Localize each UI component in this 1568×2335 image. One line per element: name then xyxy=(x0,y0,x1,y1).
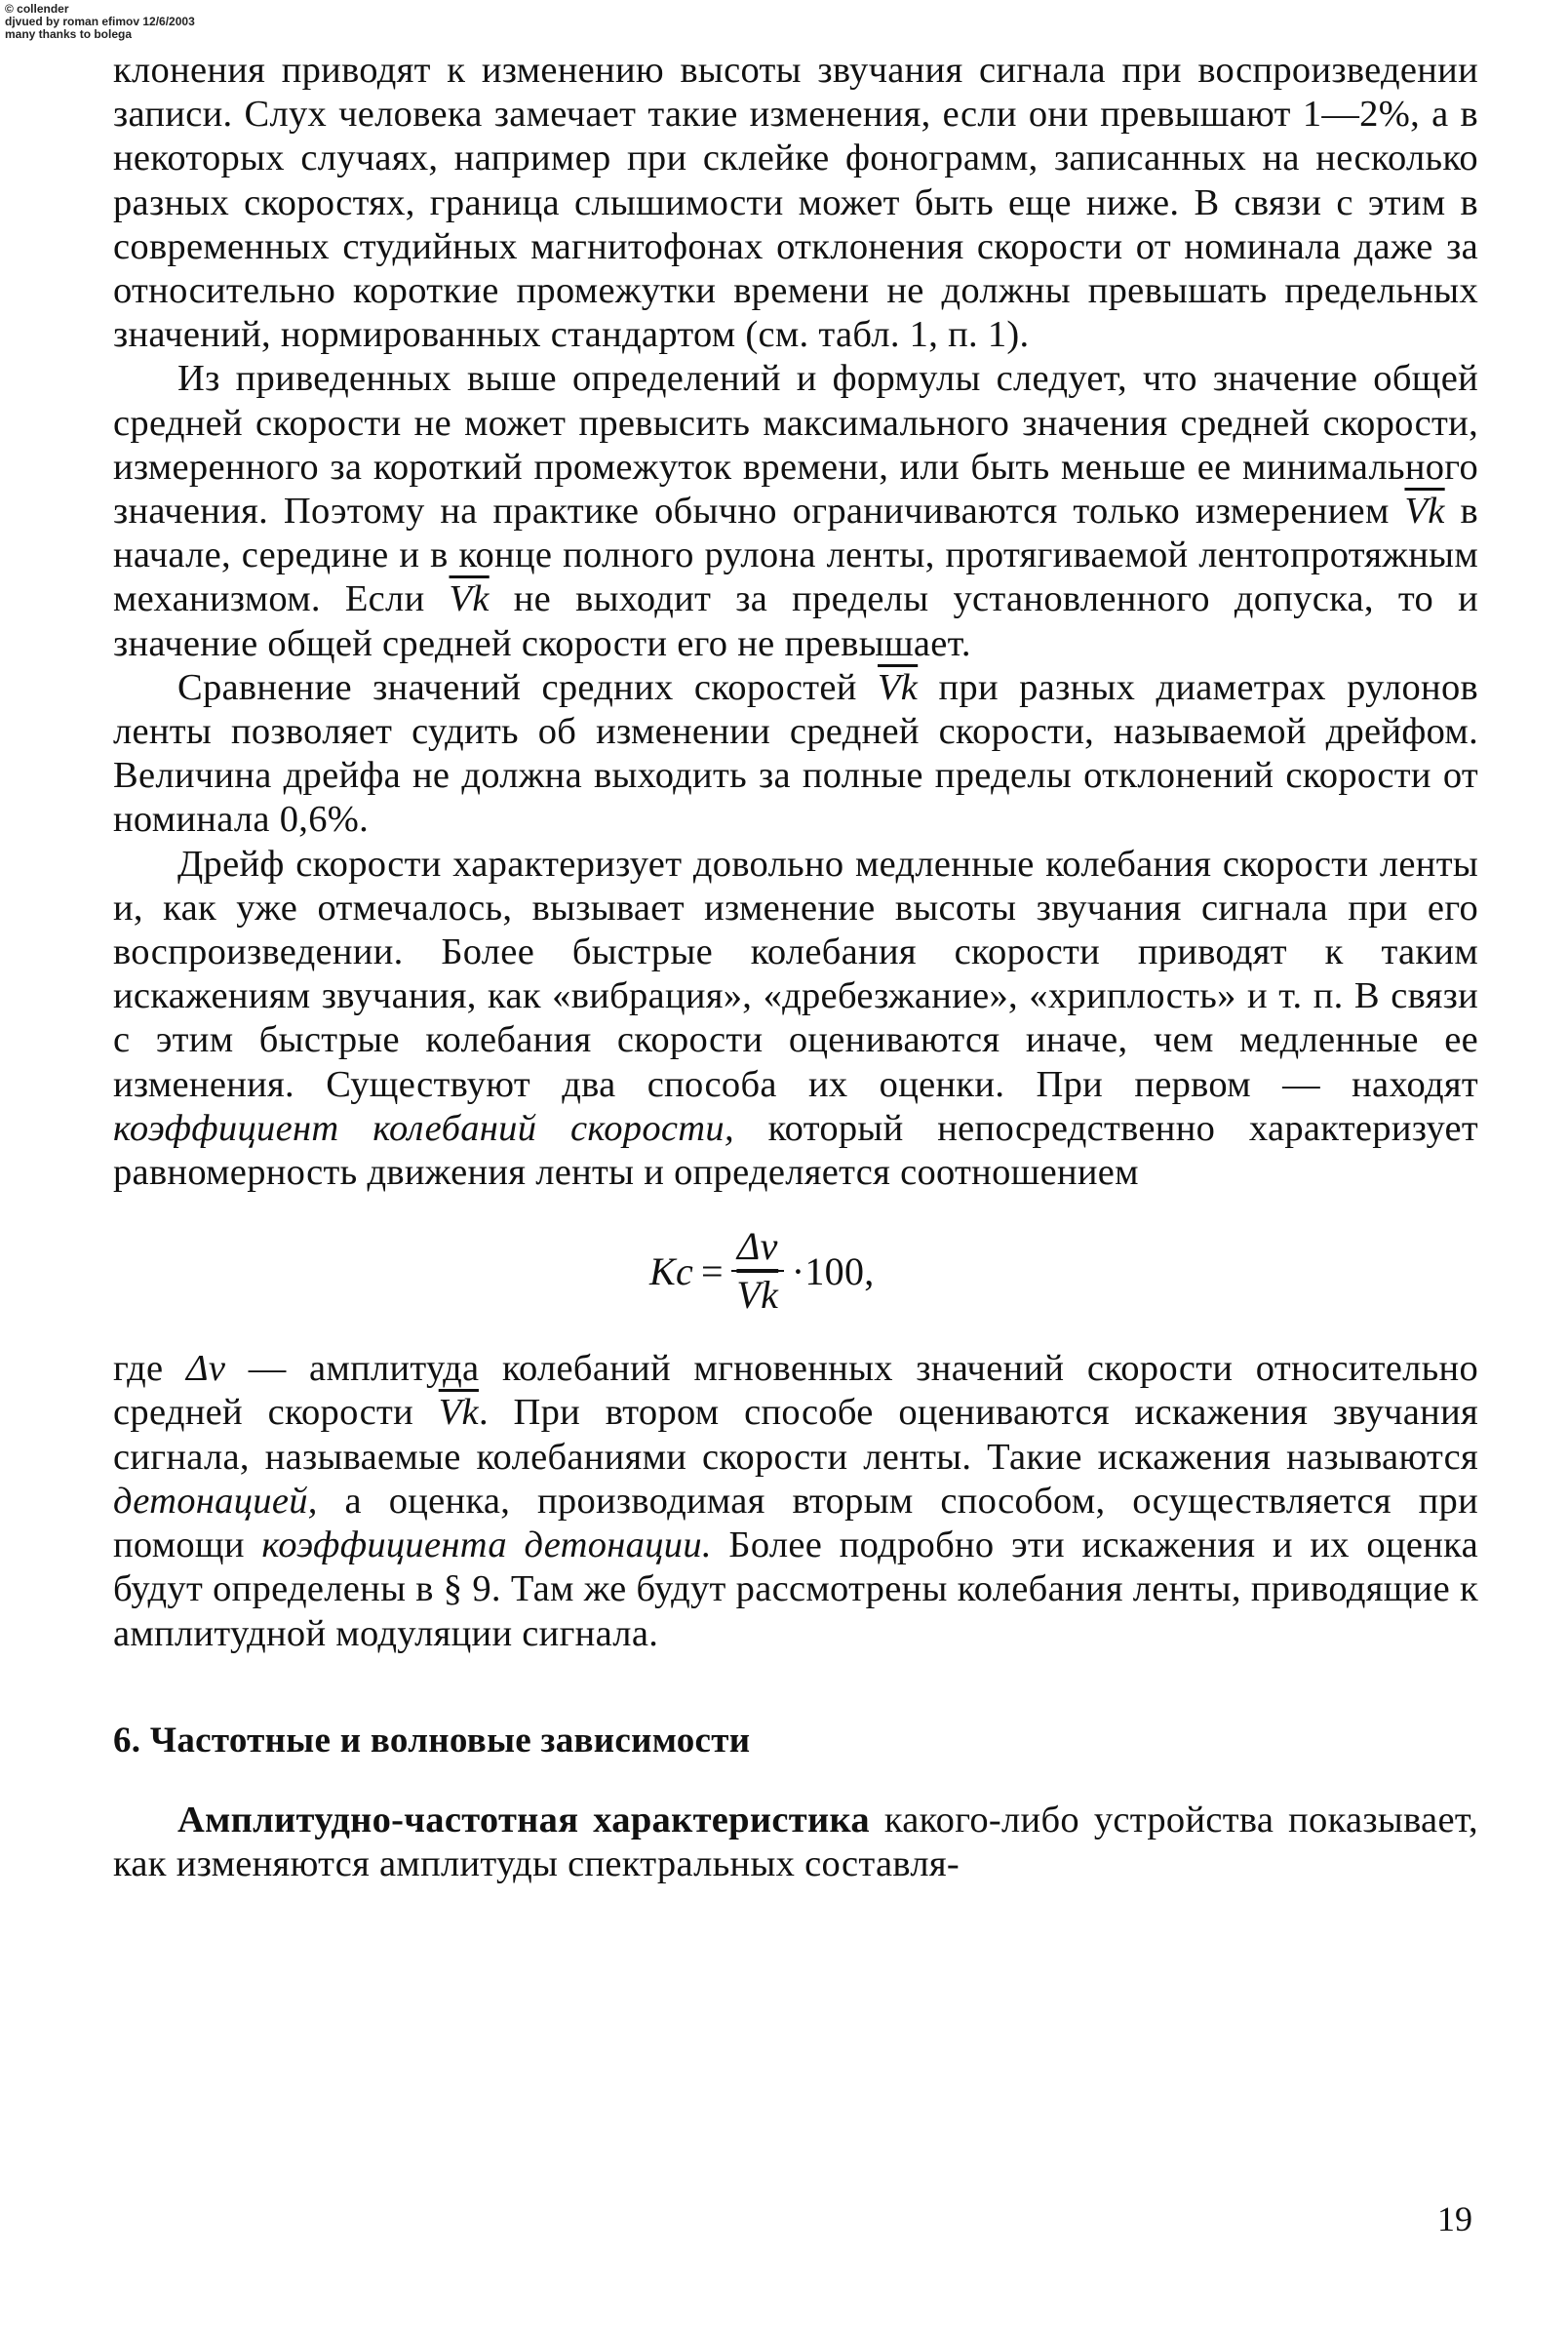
paragraph-text: — амплитуда колебаний мгновенных значений скорости относительно средней скорости xyxy=(113,1348,1478,1434)
italic-term: детонацией, xyxy=(113,1480,318,1522)
section-heading: 6. Частотные и волновые зависимости xyxy=(113,1720,751,1761)
vk-symbol: $\overline{Vk}$ xyxy=(449,578,490,620)
paragraph-text: какого-либо устройства показывает, как изменяются амплитуды спектральных составля- xyxy=(113,1799,1478,1884)
paragraph xyxy=(113,49,1478,357)
paragraph-text: Дрейф скорости характеризует довольно медленные колебания скорости ленты и, как уже отмечалось, вызывает изменение высоты звучания сигнала при его воспроизведении. Более быстрые колебания скорости приводят к таким искажениям звучания, как «вибрация», «дребезжание», «хриплость» и т. п. В связи с этим быстрые колебания скорости оцениваются иначе, чем медленные ее изменения. Существуют два способа их оценки. При первом — находят xyxy=(113,843,1478,1105)
paragraph-text: Сравнение значений средних скоростей xyxy=(177,666,878,708)
formula-fraction xyxy=(731,1225,784,1317)
paragraph xyxy=(113,843,1478,1196)
italic-term: коэффициент колебаний скорости, xyxy=(113,1107,734,1149)
paragraph xyxy=(113,1347,1478,1655)
paragraph-text: клонения приводят к изменению высоты звучания сигнала при воспроизведении записи. Слух человека замечает такие изменения, если они превышают 1—2%, а в некоторых случаях, например при склейке фонограмм, записанных на несколько разных скоростях, граница слышимости может быть еще ниже. В связи с этим в современных студийных магнитофонах отклонения скорости от номинала даже за относительно короткие промежутки времени не должны превышать предельных значений, нормированных стандартом (см. табл. 1, п. 1). xyxy=(113,50,1478,356)
formula xyxy=(113,1212,1478,1329)
vk-symbol: $\overline{Vk}$ xyxy=(438,1392,479,1434)
delta-v-symbol: Δv xyxy=(185,1348,226,1390)
credit-line: many thanks to bolega xyxy=(5,27,133,41)
formula-lhs: Kc xyxy=(649,1248,694,1293)
paragraph-text: при разных диаметрах рулонов ленты позволяет судить об изменении средней скорости, называемой дрейфом. Величина дрейфа не должна выходить за полные пределы отклонений скорости от номинала 0,6%. xyxy=(113,666,1478,841)
formula-denominator: Vk xyxy=(736,1273,779,1318)
paragraph xyxy=(113,357,1478,665)
paragraph-text: Из приведенных выше определений и формулы следует, что значение общей средней скорости не может превысить максимального значения средней скорости, измеренного за короткий промежуток времени, или быть меньше ее минимального значения. Поэтому на практике обычно ограничиваются только измерением xyxy=(113,358,1478,533)
paragraph xyxy=(113,666,1478,843)
page-number: 19 xyxy=(1437,2199,1472,2238)
paragraph-text: не выходит за пределы установленного допуска, то и значение общей средней скорости его не превышает. xyxy=(113,578,1478,664)
scan-credits xyxy=(5,3,195,41)
paragraph-text: . При втором способе оцениваются искажения звучания сигнала, называемые колебаниями скорости ленты. Такие искажения называются xyxy=(113,1392,1478,1478)
formula-equals: = xyxy=(701,1248,724,1293)
paragraph-text: а оценка, производимая вторым способом, осуществляется при помощи xyxy=(113,1480,1478,1566)
formula-multiplier: ·100, xyxy=(791,1248,875,1293)
paragraph-text: который непосредственно характеризует равномерность движения ленты и определяется соотношением xyxy=(113,1107,1478,1194)
italic-term: коэффициента детонации. xyxy=(261,1524,712,1566)
paragraph xyxy=(113,1799,1478,1886)
vk-symbol: $\overline{Vk}$ xyxy=(1404,491,1445,533)
formula-numerator: Δv xyxy=(731,1225,784,1272)
credit-line: djvued by roman efimov 12/6/2003 xyxy=(5,15,195,28)
page-body xyxy=(113,49,1478,1886)
paragraph-text: Более подробно эти искажения и их оценка будут определены в § 9. Там же будут рассмотрены колебания ленты, приводящие к амплитудной модуляции сигнала. xyxy=(113,1524,1478,1654)
bold-term: Амплитудно-частотная характеристика xyxy=(177,1799,870,1840)
paragraph-text: в начале, середине и в конце полного рулона ленты, протягиваемой лентопротяжным механизмом. Если xyxy=(113,491,1478,620)
credit-line: © collender xyxy=(5,2,69,16)
paragraph-text: где xyxy=(113,1348,186,1390)
vk-symbol: $\overline{Vk}$ xyxy=(877,666,919,708)
